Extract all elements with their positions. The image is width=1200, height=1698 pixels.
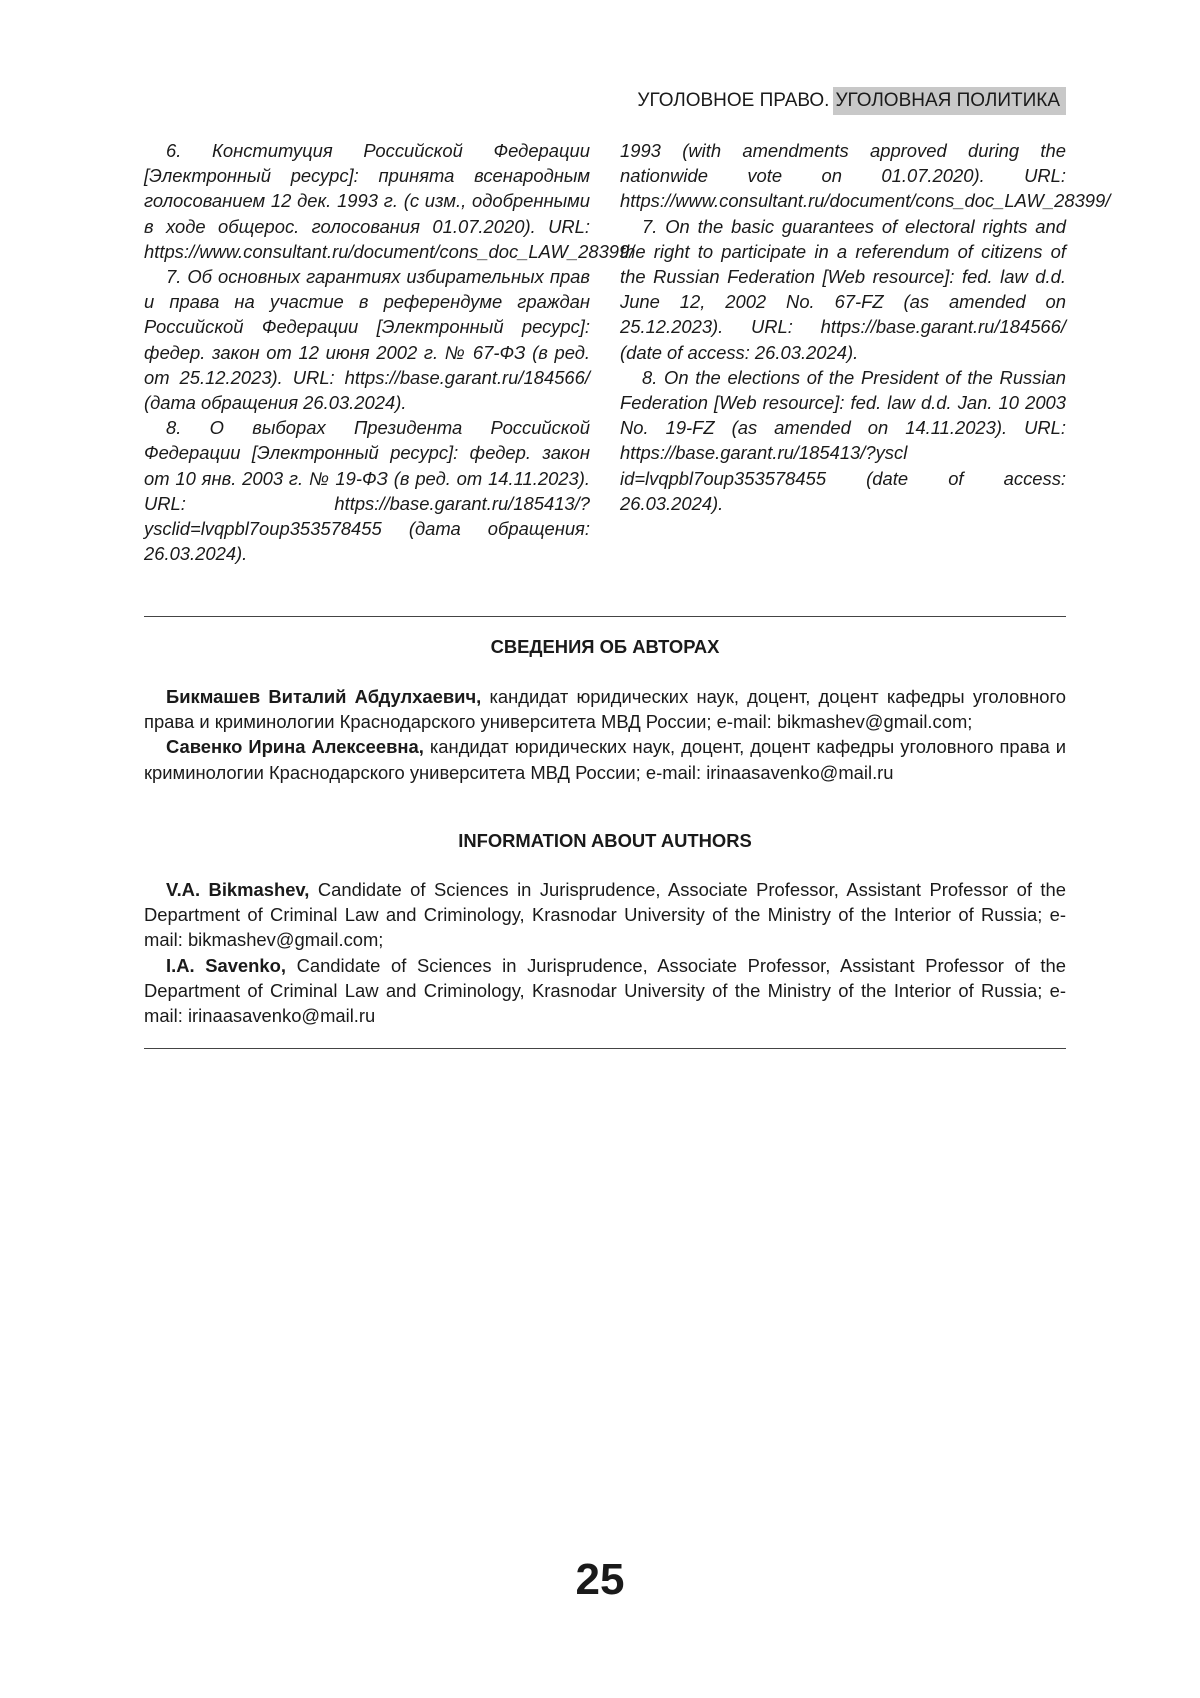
reference-item: 8. О выборах Президента Российской Федерации [Электронный ресурс]: федер. закон от 10 янв. 2003 г. № 19-ФЗ (в ред. от 14.11.2023). URL: https://base.garant.ru/185413/?ysclid=lvqpbl7oup353578455 (дата обращения: 26.03.2024).	[144, 415, 590, 566]
authors-section-title-ru: СВЕДЕНИЯ ОБ АВТОРАХ	[144, 636, 1066, 658]
reference-item: 7. On the basic guarantees of electoral rights and the right to participate in a referendum of citizens of the Russian Federation [Web resource]: fed. law d.d. June 12, 2002 No. 67-FZ (as amended on 25.12.2023). URL: https://base.garant.ru/184566/ (date of access: 26.03.2024).	[620, 214, 1066, 365]
divider-bottom	[144, 1048, 1066, 1049]
author-details: Candidate of Sciences in Jurisprudence, Associate Professor, Assistant Professor of the Department of Criminal Law and Criminology, Krasnodar University of the Ministry of the Interior of Russia; e-mail: bikmashev@gmail.com;	[144, 879, 1066, 950]
author-details: кандидат юридических наук, доцент, доцент кафедры уголовного права и криминологии Краснодарского университета МВД России; e-mail: bikmashev@gmail.com;	[144, 686, 1066, 732]
author-name: Савенко Ирина Алексеевна,	[166, 736, 424, 757]
reference-item: 6. Конституция Российской Федерации [Электронный ресурс]: принята всенародным голосованием 12 дек. 1993 г. (с изм., одобренными в ходе общерос. голосования 01.07.2020). URL: https://www.consultant.ru/document/cons_doc_LAW_28399/	[144, 138, 590, 264]
author-name: Бикмашев Виталий Абдулхаевич,	[166, 686, 481, 707]
divider-top	[144, 616, 1066, 617]
reference-item: 8. On the elections of the President of the Russian Federation [Web resource]: fed. law d.d. Jan. 10 2003 No. 19-FZ (as amended on 14.11.2023). URL: https://base.garant.ru/185413/?yscl​id=lvqpbl7oup353578455 (date of access: 26.03.2024).	[620, 365, 1066, 516]
reference-item: 7. Об основных гарантиях избирательных прав и права на участие в референдуме граждан Российской Федерации [Электронный ресурс]: федер. закон от 12 июня 2002 г. № 67-ФЗ (в ред. от 25.12.2023). URL: https://base.garant.ru/184566/ (дата обращения 26.03.2024).	[144, 264, 590, 415]
running-header	[637, 86, 1066, 116]
running-header-subsection: УГОЛОВНАЯ ПОЛИТИКА	[833, 87, 1066, 115]
references-column-ru	[144, 138, 590, 566]
author-entry	[144, 734, 1066, 784]
author-entry	[144, 953, 1066, 1029]
authors-info-en	[144, 877, 1066, 1028]
authors-info-ru	[144, 684, 1066, 785]
authors-section-title-en: INFORMATION ABOUT AUTHORS	[144, 830, 1066, 852]
reference-item-continuation: 1993 (with amendments approved during the nationwide vote on 01.07.2020). URL: https://www.consultant.ru/document/cons_doc_LAW_28399/	[620, 138, 1066, 214]
running-header-section: УГОЛОВНОЕ ПРАВО.	[637, 90, 833, 112]
author-entry	[144, 684, 1066, 734]
author-name: V.A. Bikmashev,	[166, 879, 309, 900]
author-details: кандидат юридических наук, доцент, доцент кафедры уголовного права и криминологии Краснодарского университета МВД России; e-mail: irinaasavenko@mail.ru	[144, 736, 1066, 782]
references-block	[144, 138, 1066, 566]
references-column-en	[620, 138, 1066, 566]
page-number: 25	[0, 1555, 1200, 1605]
author-name: I.A. Savenko,	[166, 955, 286, 976]
author-entry	[144, 877, 1066, 953]
author-details: Candidate of Sciences in Jurisprudence, Associate Professor, Assistant Professor of the Department of Criminal Law and Criminology, Krasnodar University of the Ministry of the Interior of Russia; e-mail: irinaasavenko@mail.ru	[144, 955, 1066, 1026]
